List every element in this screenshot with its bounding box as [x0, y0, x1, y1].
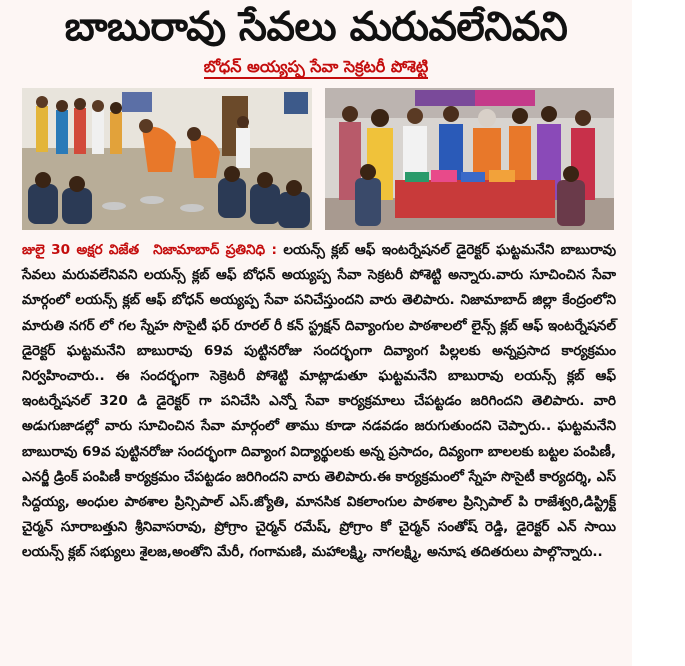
photo-food-distribution: [22, 88, 312, 230]
dateline: [22, 242, 283, 258]
dateline-place: నిజామాబాద్ ప్రతినిధి :: [153, 242, 277, 258]
photo-clothes-distribution: [325, 88, 614, 230]
subheadline: [0, 56, 632, 78]
article-text: లయన్స్ క్లబ్ ఆఫ్ ఇంటర్నేషనల్ డైరెక్టర్ ఘట్టమనేని బాబురావు సేవలు మరువలేనివని లయన్స్ క్లబ్ ఆఫ్ బోధన్ అయ్యప్ప సేవా సెక్రటరీ పోశెట్టి అన్నారు.వారు సూచించిన సేవా మార్గంలో లయన్స్ క్లబ్ ఆఫ్ బోధన్ అయ్యప్ప సేవా పనిచేస్తుందని వారు తెలిపారు. నిజామాబాద్ జిల్లా కేంద్రంలోని మారుతి నగర్ లో గల స్నేహ సొసైటీ ఫర్ రూరల్ రీ కన్ స్ట్రక్షన్ దివ్యాంగుల పాఠశాలలో లైన్స్ క్లబ్ ఆఫ్ ఇంటర్నేషనల్ డైరెక్టర్ ఘట్టమనేని బాబురావు 69వ పుట్టినరోజు సందర్భంగా దివ్యాంగ పిల్లలకు అన్నప్రసాద కార్యక్రమం నిర్వహించారు.. ఈ సందర్భంగా సెక్రెటరీ పోశెట్టి మాట్లాడుతూ ఘట్టమనేని బాబురావు లయన్స్ క్లబ్ ఆఫ్ ఇంటర్నేషనల్ 320 డి డైరెక్టర్ గా పనిచేసి ఎన్నో సేవా కార్యక్రమాలు చేపట్టడం జరిగిందని తెలిపారు. వారి అడుగుజాడల్లో వారు సూచించిన సేవా మార్గంలో తాము కూడా నడవడం జరుగుతుందని చెప్పారు.. ఘట్టమనేని బాబురావు 69వ పుట్టినరోజు సందర్భంగా దివ్యాంగ విద్యార్థులకు అన్న ప్రసాదం, దివ్యంగా బాలలకు బట్టల పంపిణీ, ఎనర్జీ డ్రింక్ పంపిణీ కార్యక్రమం చేపట్టడం జరిగిందని వారు తెలిపారు.ఈ కార్యక్రమంలో స్నేహ సొసైటీ కార్యదర్శి, ఎస్ సిద్దయ్య, అంధుల పాఠశాల ప్రిన్సిపాల్ ఎస్.జ్యోతి, మానసిక వికలాంగుల పాఠశాల ప్రిన్సిపాల్ పి రాజేశ్వరి,డిస్ట్రిక్ట్ చైర్మన్ సూరాబత్తుని శ్రీనివాసరావు, ప్రోగ్రాం చైర్మన్ రమేష్, ప్రోగ్రాం కో చైర్మన్ సంతోష్ రెడ్డి, డైరెక్టర్ ఎన్ సాయి లయన్స్ క్లబ్ సభ్యులు శైలజ,అంతోని మేరీ, గంగామణి, మహాలక్ష్మి, నాగలక్ష్మి, అనూష తదితరులు పాల్గొన్నారు..: [22, 242, 617, 561]
subheadline-text: బోధన్ అయ్యప్ప సేవా సెక్రటరీ పోశెట్టి: [204, 57, 429, 79]
page-margin: [632, 0, 685, 666]
dateline-date: జులై 30 అక్షర విజేత: [22, 242, 140, 258]
article-body: [22, 238, 616, 566]
headline: బాబురావు సేవలు మరువలేనివని: [64, 4, 568, 50]
